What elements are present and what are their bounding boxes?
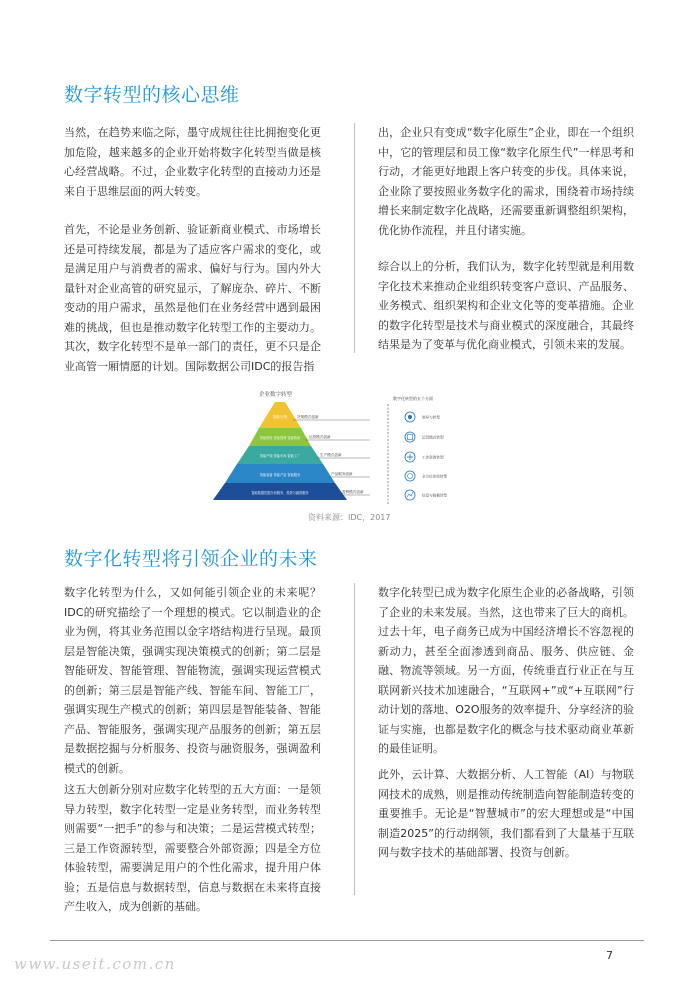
section-title-future: 数字化转型将引领企业的未来 <box>64 548 318 570</box>
aspect-item <box>405 432 444 442</box>
aspect-item <box>405 452 444 462</box>
aspect-label-4: 全方位体验转型 <box>422 474 448 479</box>
paragraph: 当然，在趋势来临之际，墨守成规往往比拥抱变化更加危险，越来越多的企业开始将数字化转型当做是核心经营战略。不过，企业数字化转型的直接动力还是来自于思维层面的两大转变。 <box>64 126 321 198</box>
paragraph: 出，企业只有变成“数字化原生”企业，即在一个组织中，它的管理层和员工像“数字化原生代”一样思考和行动，才能更好地跟上客户转变的步伐。具体来说，企业除了要按照业务数字化的需求，围绕着市场持续增长来制定数字化战略，还需要重新调整组织架构，优化协作流程，并且付诸实施。 <box>378 126 634 237</box>
level-4-label: 智能装备 智能产品 智能服务 <box>259 473 301 477</box>
section-title-core-thinking: 数字转型的核心思维 <box>64 84 240 106</box>
watermark: www.useit.com.cn <box>14 955 176 973</box>
pyramid-figure <box>205 386 475 506</box>
experience-icon <box>405 471 415 481</box>
paragraph: 此外，云计算、大数据分析、人工智能（AI）与物联网技术的成熟，则是推动传统制造向智能制造转变的重要推手。无论是“智慧城市”的宏大理想或是“中国制造2025”的行动纲领，我们都看到了大量基于互联网与数字技术的基础部署、投资与创新。 <box>378 768 634 859</box>
aspect-item <box>405 471 448 481</box>
page-number: 7 <box>606 949 613 962</box>
column-divider <box>354 583 355 895</box>
aspect-item <box>405 490 448 500</box>
aspects-title: 数字化转型的五个方面 <box>393 396 433 401</box>
aspect-label-5: 信息与数据转型 <box>422 493 448 498</box>
side-label-2: 运营模式创新 <box>309 435 331 439</box>
side-label-1: 决策模式创新 <box>297 415 319 419</box>
pyramid-title: 企业数字转型 <box>259 392 293 398</box>
aspect-label-3: 工作资源转型 <box>422 455 444 460</box>
level-3-label: 智能产线 智能车间 智能工厂 <box>259 454 301 458</box>
level-2-label: 智能研发 智能管理 智能物流 <box>259 436 301 440</box>
operations-icon <box>405 432 415 442</box>
side-label-4: 产品服务创新 <box>331 472 353 476</box>
level-5-label: 智能数据挖掘分析服务、投资与融资服务 <box>251 491 309 495</box>
paragraph: 这五大创新分别对应数字化转型的五大方面：一是领导力转型，数字化转型一定是业务转型，而业务转型则需要“一把手”的参与和决策；二是运营模式转型；三是工作资源转型，需要整合外部资源；四是全方位体验转型，需要满足用户的个性化需求，提升用户体验；五是信息与数据转型，信息与数据在未来将直接产生收入，成为创新的基础。 <box>64 783 321 913</box>
figure-caption: 资料来源：IDC，2017 <box>308 513 391 522</box>
side-label-3: 生产模式创新 <box>320 453 342 457</box>
footer-rule <box>50 940 644 941</box>
paragraph: 首先，不论是业务创新、验证新商业模式、市场增长还是可持续发展，都是为了适应客户需求的变化，或是满足用户与消费者的需求、偏好与行为。国内外大量针对企业高管的研究显示，了解庞杂、碎片、不断变动的用户需求，虽然是他们在业务经营中遇到最困难的挑战，但也是推动数字化转型工作的主要动力。其次，数字化转型不是单一部门的责任，更不只是企业高管一厢情愿的计划。国际数据公司IDC的报告指 <box>64 223 321 373</box>
side-label-5: 盈利模式创新 <box>342 490 364 494</box>
level-1-label: 智能决策 <box>272 415 288 419</box>
column-divider <box>354 123 355 353</box>
aspect-label-1: 领导力转型 <box>422 415 440 420</box>
aspect-item <box>405 412 440 422</box>
aspect-label-2: 运营模式转型 <box>422 435 444 440</box>
paragraph: 综合以上的分析，我们认为，数字化转型就是利用数字化技术来推动企业组织转变客户意识、产品服务、业务模式、组织架构和企业文化等的变革措施。企业的数字化转型是技术与商业模式的深度融合，其最终结果是为了变革与优化商业模式，引领未来的发展。 <box>378 260 634 351</box>
paragraph: 数字化转型为什么，又如何能引领企业的未来呢？IDC的研究描绘了一个理想的模式。它以制造业的企业为例，将其业务范围以金字塔结构进行呈现。最顶层是智能决策，强调实现决策模式的创新；第二层是智能研发、智能管理、智能物流，强调实现运营模式的创新；第三层是智能产线、智能车间、智能工厂，强调实现生产模式的创新；第四层是智能装备、智能产品、智能服务，强调实现产品服务的创新；第五层是数据挖掘与分析服务、投资与融资服务，强调盈利模式的创新。 <box>64 586 321 775</box>
paragraph: 数字化转型已成为数字化原生企业的必备战略，引领了企业的未来发展。当然，这也带来了巨大的商机。过去十年，电子商务已成为中国经济增长不容忽视的新动力，甚至全面渗透到商品、服务、供应链、金融、物流等领域。另一方面，传统垂直行业正在与互联网新兴技术加速融合，“互联网+”或“+互联网”行动计划的落地、O2O服务的效率提升、分享经济的验证与实施，也都是数字化的概念与技术驱动商业革新的最佳证明。 <box>378 586 634 755</box>
